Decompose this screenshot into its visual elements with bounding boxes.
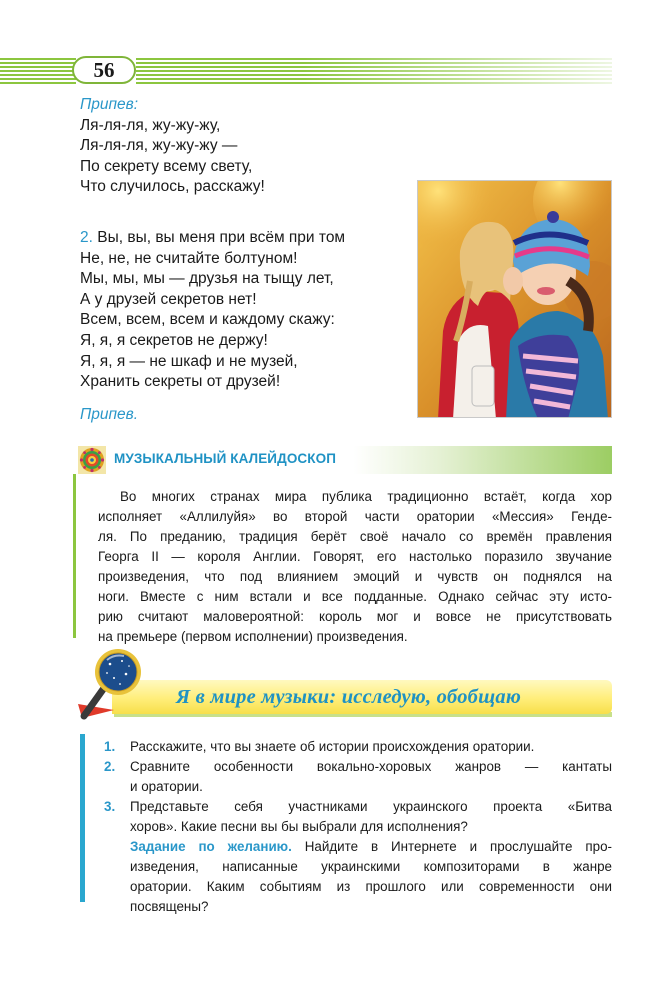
kaleidoscope-paragraph: [98, 487, 612, 647]
task-line: оратории. Каким событиям из прошлого или современности они: [130, 879, 612, 894]
magnifier-icon: [74, 646, 154, 726]
song-line: Хранить секреты от друзей!: [80, 373, 281, 391]
paragraph-line: ля. По преданию, традиция берёт своё начало со времён правления: [98, 529, 612, 544]
task-number: 1.: [104, 739, 116, 754]
paragraph-line: рию считают маловероятной: король мог и вовсе не присутствовать: [98, 609, 612, 624]
task-item: [104, 757, 612, 797]
task-line: Расскажите, что вы знаете об истории происхождения оратории.: [130, 739, 535, 754]
task-line: посвящены?: [130, 899, 209, 914]
task-line: хоров». Какие песни вы бы выбрали для исполнения?: [130, 819, 468, 834]
task-line: изведения, написанные украинскими композиторами в жанре: [130, 859, 612, 874]
paragraph-line: Георга II — короля Англии. Говорят, его настолько поразило звучание: [98, 549, 612, 564]
song-line: Ля-ля-ля, жу-жу-жу —: [80, 137, 238, 155]
paragraph-line: произведения, что под влиянием эмоций и чувств он поднялся на: [98, 569, 612, 584]
song-line: Всем, всем, всем и каждому скажу:: [80, 311, 335, 329]
optional-task-label: Задание по желанию.: [130, 839, 292, 854]
tasks-list: [104, 737, 612, 917]
task-number: 2.: [104, 759, 116, 774]
song-line: 2. Вы, вы, вы меня при всём при том: [80, 229, 346, 246]
task-item: [104, 797, 612, 917]
task-line: и оратории.: [130, 779, 203, 794]
song-line: А у друзей секретов нет!: [80, 290, 257, 308]
paragraph-line: Во многих странах мира публика традиционно встаёт, когда хор: [120, 489, 612, 504]
verse-number: 2.: [80, 229, 93, 246]
kaleidoscope-title: МУЗЫКАЛЬНЫЙ КАЛЕЙДОСКОП: [114, 451, 337, 466]
task-line: Задание по желанию. Найдите в Интернете и прослушайте про-: [130, 839, 613, 854]
kaleidoscope-side-rule: [73, 474, 76, 638]
song-line: Ля-ля-ля, жу-жу-жу,: [80, 116, 221, 134]
song-line: Мы, мы, мы — друзья на тыщу лет,: [80, 270, 334, 288]
song-line: По секрету всему свету,: [80, 157, 253, 175]
page-number: 56: [72, 56, 136, 84]
research-title: Я в мире музыки: исследую, обобщаю: [176, 686, 521, 708]
refrain-label: Припев:: [80, 96, 139, 113]
header-stripes-right: [136, 58, 612, 84]
task-line: Сравните особенности вокально-хоровых жанров — кантаты: [130, 759, 612, 774]
task-item: [104, 737, 612, 757]
song-line: Что случилось, расскажу!: [80, 178, 265, 196]
paragraph-line: ноги. Вместе с ним встали и все подданные. Однако сейчас эту исто-: [98, 589, 612, 604]
song-verse-block: [80, 228, 345, 393]
song-refrain-block: [80, 95, 265, 198]
paragraph-line: на премьере (первом исполнении) произведения.: [98, 629, 408, 644]
task-line: Представьте себя участниками украинского проекта «Битва: [130, 799, 612, 814]
song-line: Я, я, я — не шкаф и не музей,: [80, 352, 298, 370]
kaleidoscope-icon: [78, 446, 106, 474]
song-line: Не, не, не считайте болтуном!: [80, 249, 298, 267]
refrain-end: Припев.: [80, 406, 139, 423]
photo-illustration: [418, 181, 612, 418]
song-line: Я, я, я секретов не держу!: [80, 331, 268, 349]
tasks-side-rule: [80, 734, 85, 902]
photo-two-girls: [417, 180, 612, 418]
task-number: 3.: [104, 799, 116, 814]
paragraph-line: исполняет «Аллилуйя» во второй части оратории «Мессия» Генде-: [98, 509, 612, 524]
header-stripes-left: [0, 58, 76, 84]
